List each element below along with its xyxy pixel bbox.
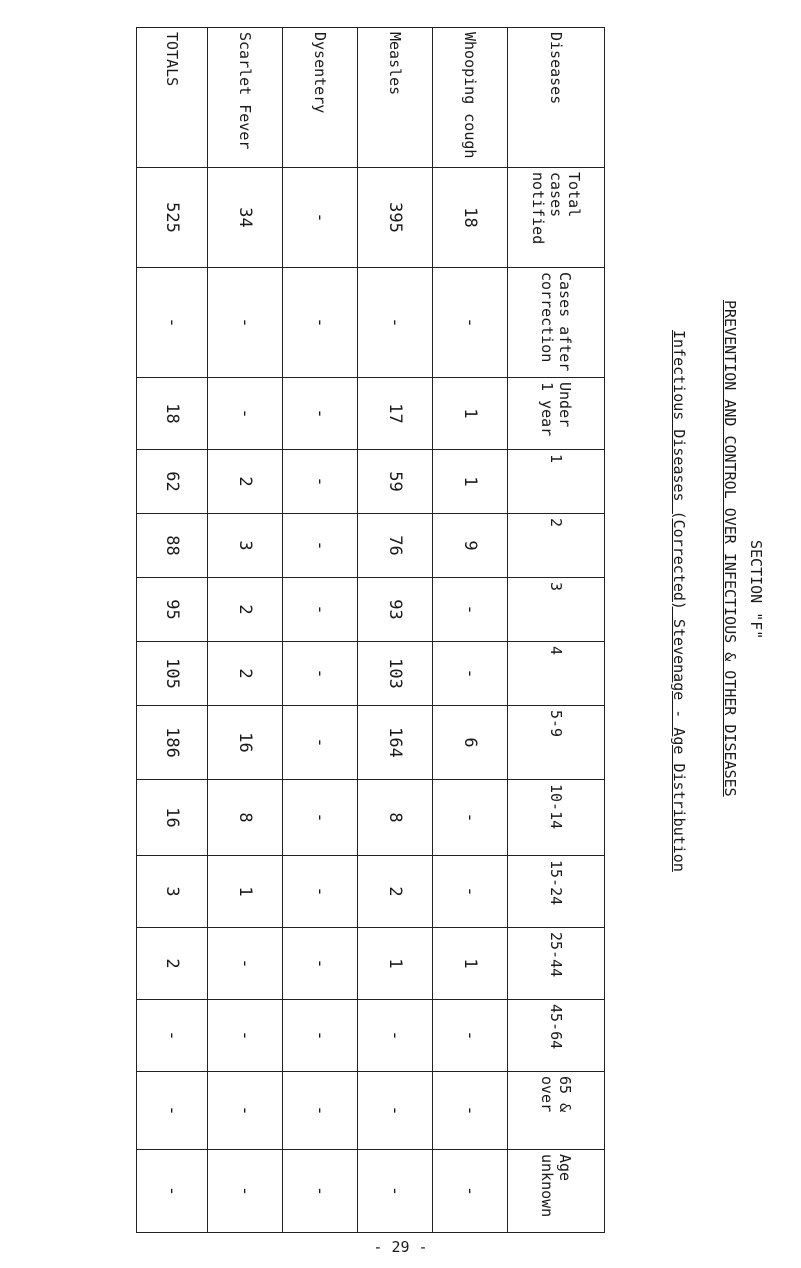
column-header: 25-44 [508, 928, 605, 1000]
table-cell: 1 [358, 928, 433, 1000]
column-header: Total cases notified [508, 168, 605, 268]
table-cell: - [283, 168, 358, 268]
disease-name: Whooping cough [433, 28, 508, 168]
column-header: Diseases [508, 28, 605, 168]
table-cell: 164 [358, 706, 433, 780]
table-cell: - [358, 1150, 433, 1233]
table-cell: 3 [208, 514, 283, 578]
table-cell: 2 [358, 856, 433, 928]
table-cell: 2 [208, 578, 283, 642]
table-cell: 88 [137, 514, 208, 578]
table-cell: - [433, 642, 508, 706]
table-cell: 1 [433, 450, 508, 514]
table-cell: 525 [137, 168, 208, 268]
table-cell: 62 [137, 450, 208, 514]
table-cell: 6 [433, 706, 508, 780]
table-cell: 9 [433, 514, 508, 578]
table-cell: - [137, 1000, 208, 1072]
table-row [283, 28, 358, 1233]
age-distribution-table [136, 27, 605, 1233]
table-cell: - [283, 378, 358, 450]
table-cell: 3 [137, 856, 208, 928]
table-cell: - [137, 268, 208, 378]
table-cell: 34 [208, 168, 283, 268]
header-row [508, 28, 605, 1233]
table-cell: 1 [433, 378, 508, 450]
table-cell: 186 [137, 706, 208, 780]
column-header: 10-14 [508, 780, 605, 856]
table-cell: - [283, 514, 358, 578]
table-cell: 18 [137, 378, 208, 450]
column-header: 3 [508, 578, 605, 642]
column-header: 1 [508, 450, 605, 514]
table-cell: - [137, 1150, 208, 1233]
table-row [433, 28, 508, 1233]
table-cell: - [433, 856, 508, 928]
table-cell: - [433, 1150, 508, 1233]
table-cell: 18 [433, 168, 508, 268]
table-cell: - [208, 928, 283, 1000]
table-cell: - [358, 1000, 433, 1072]
table-cell: - [283, 268, 358, 378]
table-cell: - [208, 378, 283, 450]
page-number: - 29 - [373, 1238, 428, 1256]
table-cell: - [283, 780, 358, 856]
totals-row [137, 28, 208, 1233]
table-cell: - [358, 1072, 433, 1150]
column-header: 45-64 [508, 1000, 605, 1072]
table-cell: 2 [137, 928, 208, 1000]
table-cell: 93 [358, 578, 433, 642]
table-cell: - [283, 1000, 358, 1072]
table-cell: - [433, 780, 508, 856]
table-cell: 103 [358, 642, 433, 706]
disease-name: Scarlet Fever [208, 28, 283, 168]
table-cell: 8 [358, 780, 433, 856]
column-header: Under 1 year [508, 378, 605, 450]
table-cell: - [283, 856, 358, 928]
table-cell: - [358, 268, 433, 378]
table-cell: 395 [358, 168, 433, 268]
table-cell: 8 [208, 780, 283, 856]
table-cell: - [283, 578, 358, 642]
table-cell: - [433, 1072, 508, 1150]
column-header: 2 [508, 514, 605, 578]
table-cell: - [208, 268, 283, 378]
table-cell: - [283, 1150, 358, 1233]
section-heading: SECTION "F" [747, 540, 765, 640]
table-cell: - [283, 450, 358, 514]
table-row [358, 28, 433, 1233]
column-header: 4 [508, 642, 605, 706]
table-subtitle: Infectious Diseases (Corrected) Stevenage - Age Distribution [670, 330, 688, 872]
table-cell: - [283, 642, 358, 706]
table-cell: 105 [137, 642, 208, 706]
column-header: 15-24 [508, 856, 605, 928]
column-header: Age unknown [508, 1150, 605, 1233]
table-cell: - [433, 268, 508, 378]
table-cell: 2 [208, 450, 283, 514]
table-row [208, 28, 283, 1233]
table-cell: - [208, 1150, 283, 1233]
table-cell: 16 [137, 780, 208, 856]
table-cell: - [433, 1000, 508, 1072]
table-cell: 16 [208, 706, 283, 780]
table-cell: - [283, 706, 358, 780]
table-cell: - [283, 928, 358, 1000]
disease-name: Measles [358, 28, 433, 168]
column-header: 5-9 [508, 706, 605, 780]
table-cell: - [283, 1072, 358, 1150]
table-cell: 17 [358, 378, 433, 450]
table-cell: 1 [433, 928, 508, 1000]
table-cell: 2 [208, 642, 283, 706]
disease-name: Dysentery [283, 28, 358, 168]
table-cell: - [208, 1072, 283, 1150]
table-cell: - [433, 578, 508, 642]
table-cell: 1 [208, 856, 283, 928]
table-cell: - [137, 1072, 208, 1150]
table-cell: 76 [358, 514, 433, 578]
table-cell: 59 [358, 450, 433, 514]
table-cell: 95 [137, 578, 208, 642]
column-header: Cases after correction [508, 268, 605, 378]
totals-label: TOTALS [137, 28, 208, 168]
page-title: PREVENTION AND CONTROL OVER INFECTIOUS & OTHER DISEASES [721, 300, 739, 797]
column-header: 65 & over [508, 1072, 605, 1150]
table-cell: - [208, 1000, 283, 1072]
